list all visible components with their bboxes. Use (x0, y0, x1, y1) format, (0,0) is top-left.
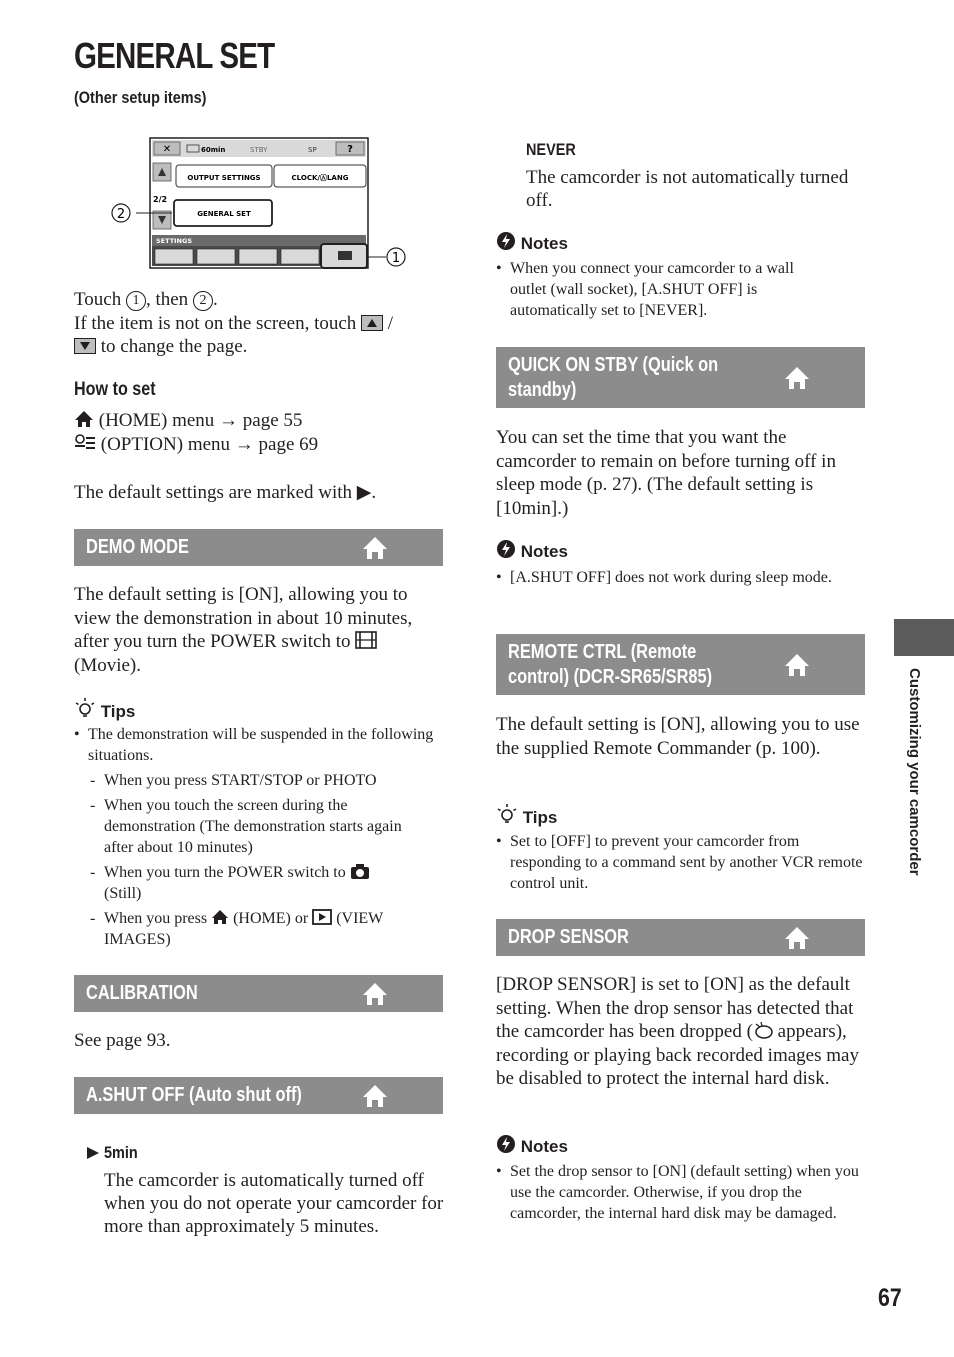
ashut-bar: A.SHUT OFF (Auto shut off) (74, 1077, 443, 1114)
quick-on-notes-heading: Notes (496, 539, 568, 562)
home-icon (211, 909, 229, 925)
list-item: • Set the drop sensor to [ON] (default setting) when you use the camcorder. Otherwise, if you drop the camcorder, the internal hard disk may be damaged. (496, 1161, 864, 1224)
home-icon (74, 410, 94, 428)
demo-mode-text: The default setting is [ON], allowing you to view the demonstration in about 10 minutes, after you turn the POWER switch to (Movie). (74, 584, 413, 676)
remote-tips-list (496, 831, 864, 894)
demo-tips-list (74, 724, 434, 950)
page-indicator: 2/2 (153, 195, 168, 204)
status-text: STBY (250, 146, 268, 154)
home-icon (362, 536, 388, 560)
list-item: • [A.SHUT OFF] does not work during sleep mode. (496, 567, 836, 588)
home-icon (784, 653, 810, 677)
settings-label: SETTINGS (156, 237, 193, 245)
quality-text: SP (308, 146, 317, 154)
drop-sensor-icon (753, 1021, 773, 1039)
ashut-opt1-label: 5min (86, 1143, 144, 1163)
intro-text: Touch 1 , then 2 . If the item is not on the screen, touch / to change the page. (74, 289, 394, 357)
remote-ctrl-text: The default setting is [ON], allowing you to use the supplied Remote Commander (p. 100). (496, 714, 860, 759)
circle-1-icon: 1 (126, 291, 146, 311)
circle-2-icon: 2 (193, 291, 213, 311)
page-title: GENERAL SET (74, 35, 275, 76)
list-item: - When you touch the screen during the demonstration (The demonstration starts again after about 10 minutes) (74, 795, 434, 858)
list-item: - When you press START/STOP or PHOTO (74, 770, 434, 791)
list-item: • When you connect your camcorder to a wall outlet (wall socket), [A.SHUT OFF] is automatically set to [NEVER]. (496, 258, 826, 321)
quick-on-text: You can set the time that you want the camcorder to remain on before turning off in sleep mode (p. 27). (The default setting is [10min].) (496, 427, 836, 519)
home-icon (784, 926, 810, 950)
svg-text:?: ? (347, 144, 353, 155)
page-number: 67 (878, 1284, 902, 1312)
tips-icon (496, 803, 518, 825)
calibration-text: See page 93. (74, 1030, 171, 1051)
remote-tips-heading: Tips (496, 803, 557, 828)
list-item: - When you turn the POWER switch to (Still) (74, 862, 434, 904)
quick-on-notes-list (496, 567, 836, 588)
camcorder-screen-illustration (108, 136, 412, 272)
section-tab-marker (894, 619, 954, 656)
close-glyph: ✕ (162, 144, 172, 155)
ashut-notes-list (496, 258, 826, 321)
drop-notes-list (496, 1161, 864, 1224)
ashut-opt2-label: NEVER (526, 140, 576, 159)
how-to-set-heading: How to set (74, 379, 156, 400)
drop-sensor-text: [DROP SENSOR] is set to [ON] as the default setting. When the drop sensor has detected that the camcorder has been dropped ( appears), recording or playing back recorded images may be disabled to protect the internal hard disk. (496, 974, 859, 1089)
clock-lang-button: CLOCK/ⒶLANG (291, 174, 349, 182)
drop-notes-heading: Notes (496, 1134, 568, 1157)
callout-1: 1 (391, 251, 401, 266)
output-settings-button: OUTPUT SETTINGS (187, 174, 261, 182)
toolbox-icon (338, 251, 352, 260)
list-item: • Set to [OFF] to prevent your camcorder from responding to a command sent by another VCR remote control unit. (496, 831, 864, 894)
down-arrow-icon (74, 338, 96, 354)
remote-ctrl-bar: REMOTE CTRL (Remote control) (DCR-SR65/SR85) (496, 634, 865, 695)
movie-icon (355, 631, 377, 649)
list-item: • The demonstration will be suspended in the following situations. (74, 724, 434, 766)
callout-2: 2 (116, 207, 126, 222)
list-item: - When you press (HOME) or (VIEW IMAGES) (74, 908, 434, 950)
camera-icon (350, 863, 370, 879)
battery-text: 60min (201, 146, 226, 154)
up-arrow-icon (361, 315, 383, 331)
option-icon (74, 434, 96, 452)
demo-tips-heading: Tips (74, 697, 135, 722)
notes-icon (496, 539, 516, 559)
ashut-opt2-text: The camcorder is not automatically turned off. (526, 167, 849, 211)
page-subtitle: (Other setup items) (74, 88, 207, 107)
calibration-bar: CALIBRATION (74, 975, 443, 1012)
view-images-icon (312, 909, 332, 925)
home-icon (362, 1084, 388, 1108)
drop-sensor-bar: DROP SENSOR (496, 919, 865, 956)
default-note: The default settings are marked with ▶. (74, 482, 377, 503)
general-set-button: GENERAL SET (197, 210, 251, 218)
home-icon (784, 366, 810, 390)
notes-icon (496, 1134, 516, 1154)
side-section-label: Customizing your camcorder (906, 668, 923, 876)
demo-mode-bar: DEMO MODE (74, 529, 443, 566)
tips-icon (74, 697, 96, 719)
quick-on-bar: QUICK ON STBY (Quick on standby) (496, 347, 865, 408)
notes-icon (496, 231, 516, 251)
ashut-notes-heading: Notes (496, 231, 568, 254)
home-icon (362, 982, 388, 1006)
ashut-opt1-text: The camcorder is automatically turned off when you do not operate your camcorder for more than approximately 5 minutes. (104, 1170, 444, 1237)
default-marker-icon (86, 1146, 100, 1160)
how-to-set-body: (HOME) menu → page 55 (OPTION) menu → page 69 (74, 409, 444, 456)
